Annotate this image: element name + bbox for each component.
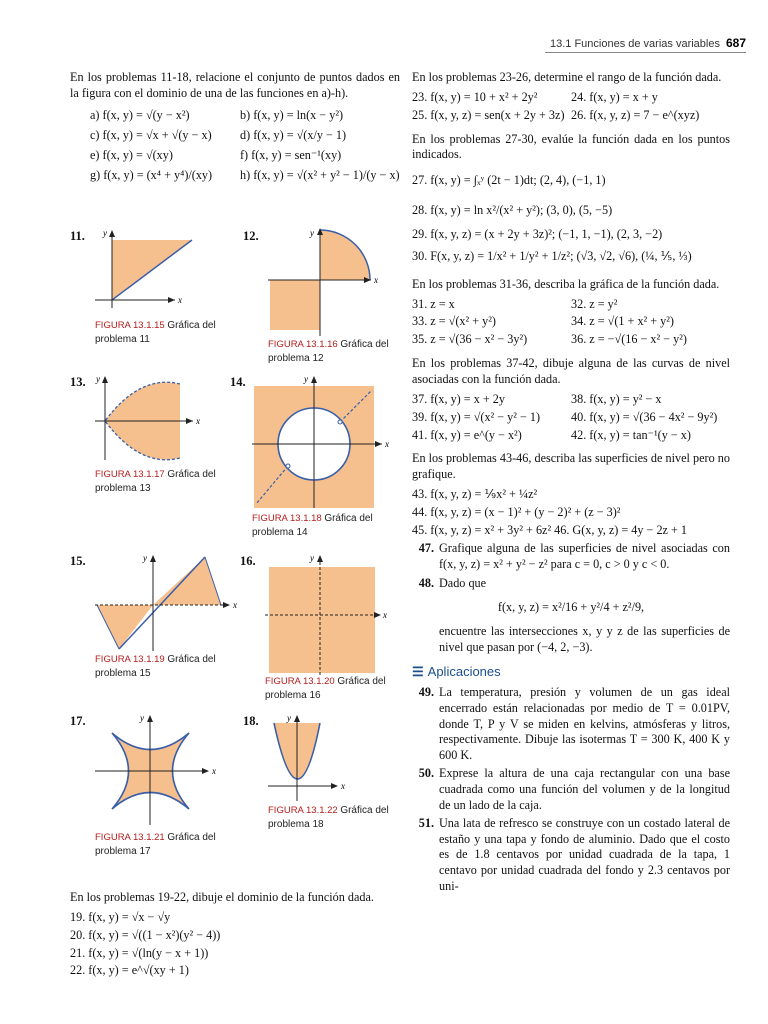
x-label: x — [383, 610, 387, 620]
problem-24: 24. f(x, y) = x + y — [571, 89, 658, 104]
x-label: x — [196, 416, 200, 426]
figure-caption — [268, 338, 428, 365]
problem-27: 27. f(x, y) = ∫ₓʸ (2t − 1)dt; (2, 4), (−1, 1) — [412, 173, 606, 188]
problem-41: 41. f(x, y) = e^(y − x²) — [412, 427, 522, 442]
problem-22: 22. f(x, y) = e^√(xy + 1) — [70, 963, 189, 978]
graph-12 — [268, 228, 398, 338]
intro-23-26: En los problemas 23-26, determine el rango de la función dada. — [412, 70, 722, 84]
fn-c: c) f(x, y) = √x + √(y − x) — [90, 127, 212, 142]
intro-11-18: En los problemas 11-18, relacione el conjunto de puntos dados en la figura con el dominio de una de las funciones en a)-h). — [70, 70, 400, 100]
x-label: x — [374, 275, 378, 285]
right-column — [412, 70, 730, 895]
problem-number: 48. — [418, 576, 434, 591]
fn-a: a) f(x, y) = √(y − x²) — [90, 107, 190, 122]
problem-text: encuentre las intersecciones x, y y z de las superficies de nivel que pasan por (−4, 2, −3). — [439, 624, 730, 655]
figure-label: FIGURA 13.1.16 — [268, 339, 338, 350]
problem-51 — [412, 816, 730, 895]
heading-text: Aplicaciones — [427, 663, 501, 679]
figure-caption — [252, 512, 412, 539]
problem-31: 31. z = x — [412, 296, 455, 311]
problem-text: Exprese la altura de una caja rectangular con una base cuadrada como una función del volumen y de la longitud de un lado de la caja. — [439, 766, 730, 812]
figure-caption — [265, 675, 425, 702]
problem-29: 29. f(x, y, z) = (x + 2y + 3z)²; (−1, 1, −1), (2, 3, −2) — [412, 227, 663, 242]
intro-37-42: En los problemas 37-42, dibuje alguna de las curvas de nivel asociadas con la función dada. — [412, 356, 730, 387]
figure-caption — [95, 468, 255, 495]
figure-text: Gráfica del problema 13 — [95, 469, 216, 494]
figure-text: Gráfica del problema 14 — [252, 513, 373, 538]
problem-42: 42. f(x, y) = tan⁻¹(y − x) — [571, 427, 691, 442]
fn-h: h) f(x, y) = √(x² + y² − 1)/(y − x) — [240, 167, 400, 182]
fn-d: d) f(x, y) = √(x/y − 1) — [240, 127, 347, 142]
figure-label: FIGURA 13.1.18 — [252, 513, 322, 524]
problem-number: 16. — [240, 554, 256, 568]
y-label: y — [140, 713, 144, 723]
intro-43-46: En los problemas 43-46, describa las superficies de nivel pero no grafique. — [412, 451, 730, 482]
problem-26: 26. f(x, y, z) = 7 − e^(xyz) — [571, 107, 700, 122]
problem-number: 18. — [243, 714, 259, 728]
problem-50 — [412, 766, 730, 814]
figure-text: Gráfica del problema 12 — [268, 339, 389, 364]
problem-30: 30. F(x, y, z) = 1/x² + 1/y² + 1/z²; (√3, √2, √6), (¼, ⅕, ⅓) — [412, 248, 692, 263]
problem-text: Grafique alguna de las superficies de nivel asociadas con f(x, y, z) = x² + y² − z² para c = 0, c > 0 y c < 0. — [439, 540, 730, 571]
problem-number: 49. — [418, 684, 434, 699]
problem-number: 11. — [70, 229, 85, 243]
problem-47 — [412, 541, 730, 573]
problem-number: 17. — [70, 714, 86, 728]
fn-g: g) f(x, y) = (x⁴ + y⁴)/(xy) — [90, 167, 213, 182]
running-header — [550, 36, 746, 52]
problem-number: 14. — [230, 375, 246, 389]
intro-19-22: En los problemas 19-22, dibuje el dominio de la función dada. — [70, 890, 374, 904]
figure-caption — [95, 831, 255, 858]
problem-37: 37. f(x, y) = x + 2y — [412, 391, 505, 406]
intro-27-30: En los problemas 27-30, evalúe la función dada en los puntos indicados. — [412, 131, 730, 162]
fn-b: b) f(x, y) = ln(x − y²) — [240, 107, 344, 122]
problem-44: 44. f(x, y, z) = (x − 1)² + (y − 2)² + (z − 3)² — [412, 505, 621, 520]
figure-label: FIGURA 13.1.20 — [265, 676, 335, 687]
fn-row-2 — [90, 126, 400, 146]
fn-row-3 — [90, 146, 400, 166]
y-label: y — [310, 228, 314, 238]
x-label: x — [233, 600, 237, 610]
fn-row-4 — [90, 166, 400, 186]
problem-23: 23. f(x, y) = 10 + x² + 2y² — [412, 89, 538, 104]
graph-17 — [95, 713, 235, 831]
range-problems — [412, 90, 730, 126]
problem-number: 13. — [70, 375, 86, 389]
level-problems — [412, 392, 730, 446]
problem-36: 36. z = −√(16 − x² − y²) — [571, 332, 687, 347]
problem-38: 38. f(x, y) = y² − x — [571, 391, 662, 406]
y-label: y — [103, 228, 107, 238]
problem-33: 33. z = √(x² + y²) — [412, 314, 496, 329]
intro-31-36: En los problemas 31-36, describa la gráfica de la función dada. — [412, 276, 720, 291]
y-label: y — [287, 713, 291, 723]
figure-label: FIGURA 13.1.17 — [95, 469, 165, 480]
problem-text: Una lata de refresco se construye con un costado lateral de estaño y una tapa y fondo de aluminio. Dado que el costo es de 1.8 centavos por unidad cuadrada de la tapa, 1 centavo por unidad cuadrada del fondo y 2.3 centavos por uni- — [439, 815, 730, 894]
figure-label: FIGURA 13.1.21 — [95, 832, 165, 843]
x-label: x — [178, 295, 182, 305]
left-column — [70, 70, 400, 186]
fn-row-1 — [90, 106, 400, 126]
problem-20: 20. f(x, y) = √((1 − x²)(y² − 4)) — [70, 927, 221, 942]
equation-48: f(x, y, z) = x²/16 + y²/4 + z²/9, — [497, 600, 645, 615]
fn-e: e) f(x, y) = √(xy) — [90, 147, 173, 162]
problem-19: 19. f(x, y) = √x − √y — [70, 909, 171, 924]
figure-label: FIGURA 13.1.22 — [268, 805, 338, 816]
figure-text: Gráfica del problema 11 — [95, 320, 216, 345]
graph-16 — [265, 553, 415, 677]
header-rule — [545, 52, 746, 53]
graph-11 — [95, 228, 215, 318]
problem-25: 25. f(x, y, z) = sen(x + 2y + 3z) — [412, 107, 565, 122]
problem-number: 47. — [418, 540, 434, 555]
problem-number: 12. — [243, 229, 259, 243]
figure-caption — [95, 653, 255, 680]
problem-28: 28. f(x, y) = ln x²/(x² + y²); (3, 0), (5, −5) — [412, 203, 613, 218]
problem-number: 50. — [418, 766, 434, 781]
problem-35: 35. z = √(36 − x² − 3y²) — [412, 332, 528, 347]
graph-14 — [252, 374, 402, 514]
page-number: 687 — [725, 36, 746, 50]
figure-label: FIGURA 13.1.19 — [95, 654, 165, 665]
graph-15 — [95, 553, 245, 653]
problem-45-46: 45. f(x, y, z) = x² + 3y² + 6z² 46. G(x, y, z) = 4y − 2z + 1 — [412, 522, 688, 537]
fn-f: f) f(x, y) = sen⁻¹(xy) — [240, 147, 342, 162]
x-label: x — [341, 781, 345, 791]
problem-39: 39. f(x, y) = √(x² − y² − 1) — [412, 409, 541, 424]
problem-40: 40. f(x, y) = √(36 − 4x² − 9y²) — [571, 409, 718, 424]
heading-bars-icon: ☰ — [412, 663, 424, 679]
x-label: x — [212, 766, 216, 776]
problem-text: Dado que — [439, 576, 487, 591]
problem-48 — [412, 576, 730, 592]
figure-label: FIGURA 13.1.15 — [95, 320, 165, 331]
graph-problems — [412, 297, 730, 351]
graph-18 — [268, 713, 378, 803]
y-label: y — [310, 553, 314, 563]
figure-caption — [95, 319, 255, 346]
problem-text: La temperatura, presión y volumen de un gas ideal encerrado están relacionadas por medio de T = 0.01PV, donde T, P y V se miden en kelvins, atmósferas y litros, respectivamente. Dibuje las isotermas T = 300 K, 400 K y 600 K. — [439, 684, 730, 763]
domain-problems — [70, 890, 400, 981]
figure-text: Gráfica del problema 17 — [95, 832, 216, 857]
problem-number: 51. — [418, 815, 434, 830]
problem-21: 21. f(x, y) = √(ln(y − x + 1)) — [70, 945, 209, 960]
y-label: y — [143, 553, 147, 563]
problem-32: 32. z = y² — [571, 296, 618, 311]
graph-13 — [95, 374, 215, 464]
problem-34: 34. z = √(1 + x² + y²) — [571, 314, 674, 329]
y-label: y — [304, 374, 308, 384]
figure-text: Gráfica del problema 16 — [265, 676, 386, 701]
problem-number: 15. — [70, 554, 86, 568]
figure-text: Gráfica del problema 18 — [268, 805, 389, 830]
figure-text: Gráfica del problema 15 — [95, 654, 216, 679]
problem-48-cont — [412, 624, 730, 656]
figure-caption — [268, 804, 428, 831]
x-label: x — [385, 439, 389, 449]
problem-49 — [412, 685, 730, 764]
section-title: 13.1 Funciones de varias variables — [549, 38, 720, 50]
y-label: y — [96, 374, 100, 384]
problem-43: 43. f(x, y, z) = ⅑x² + ¼z² — [412, 487, 538, 502]
applications-heading — [412, 664, 730, 681]
